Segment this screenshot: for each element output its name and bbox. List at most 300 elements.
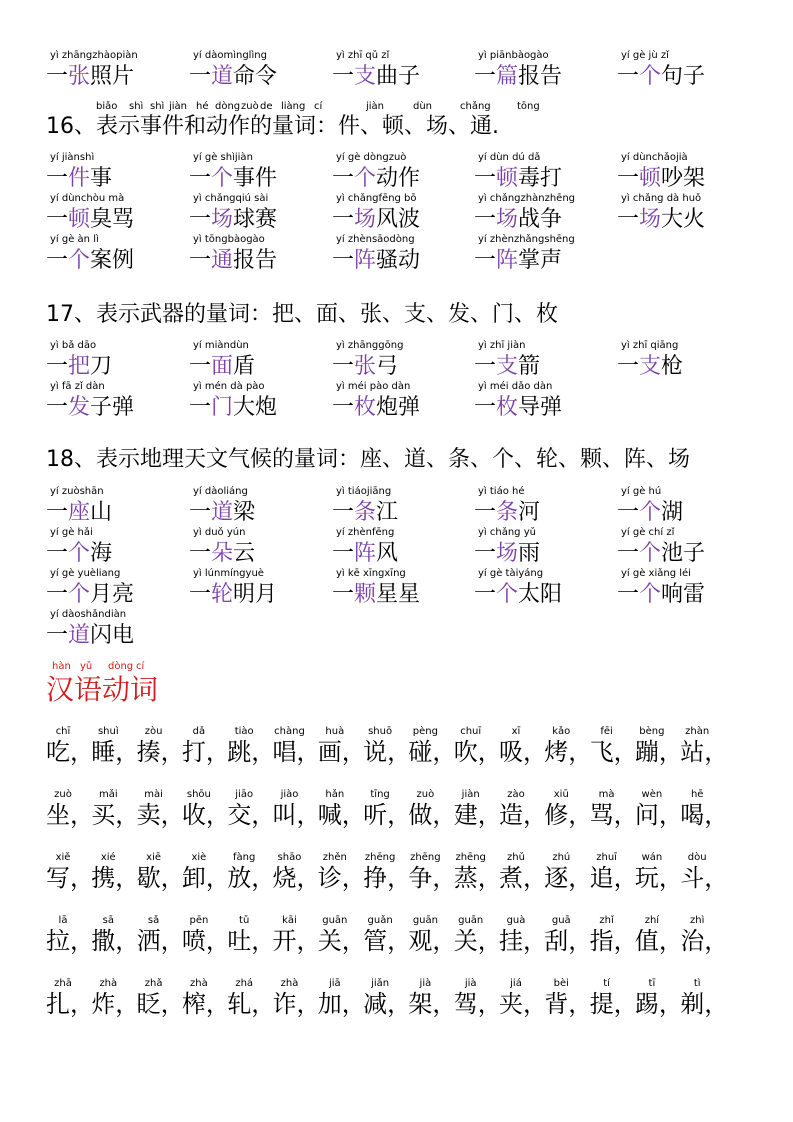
verb-pinyin: tīng: [370, 789, 390, 800]
verb-hanzi: [634, 863, 683, 893]
verb-cell: [453, 852, 502, 902]
noun: 报告: [518, 64, 563, 89]
verb-pinyin: chuī: [460, 726, 482, 737]
noun: 事: [90, 166, 113, 191]
verb-cell: [46, 978, 94, 1028]
phrase-pinyin: yí dùn dú dǎ: [478, 152, 541, 163]
verb-pinyin: bèi: [553, 978, 569, 989]
verb-char: 驾: [453, 990, 478, 1018]
verb-cell: [363, 978, 412, 1028]
verb-char: 骂: [589, 801, 614, 829]
verb-char: 喊: [317, 801, 342, 829]
verb-separator: ，: [115, 927, 140, 955]
verb-cell: [136, 978, 185, 1028]
number-one: 一: [617, 207, 640, 232]
verb-separator: ，: [523, 990, 547, 1018]
verb-cell: [499, 852, 547, 902]
verb-hanzi: [634, 737, 683, 767]
verb-hanzi: [136, 989, 185, 1019]
phrase-pinyin: yì méi dǎo dàn: [478, 381, 553, 392]
verb-char: 诊: [317, 864, 342, 892]
verb-char: 架: [408, 990, 433, 1018]
measure-word: 个: [639, 64, 662, 89]
verb-char: 造: [499, 801, 523, 829]
verb-char: 吐: [227, 927, 252, 955]
verb-cell: [363, 726, 412, 776]
verb-pinyin: jiá: [510, 978, 522, 989]
number-one: 一: [46, 207, 69, 232]
verb-cell: [453, 978, 502, 1028]
verb-char: 玩: [634, 864, 659, 892]
noun: 太阳: [518, 582, 563, 607]
phrase-hanzi: [474, 499, 540, 527]
verb-pinyin: kāi: [282, 915, 297, 926]
verb-hanzi: [181, 737, 230, 767]
verb-hanzi: [589, 800, 638, 830]
measure-word: 顿: [68, 207, 91, 232]
phrase-pinyin: yì tōngbàogào: [193, 234, 265, 245]
verb-hanzi: [317, 800, 366, 830]
number-one: 一: [332, 207, 355, 232]
verb-hanzi: [46, 989, 94, 1019]
verb-separator: ，: [568, 927, 593, 955]
verb-hanzi: [227, 863, 276, 893]
verb-separator: ，: [704, 801, 729, 829]
verb-cell: [272, 852, 321, 902]
phrase-pinyin: yí gè yuèliang: [50, 568, 121, 579]
verb-cell: [408, 726, 457, 776]
verb-separator: ，: [704, 738, 729, 766]
noun: 梁: [233, 500, 256, 525]
number-one: 一: [474, 248, 497, 273]
verb-pinyin: guān: [412, 915, 438, 926]
phrase-hanzi: [332, 206, 420, 234]
verb-char: 指: [589, 927, 614, 955]
verb-char: 提: [589, 990, 614, 1018]
verb-pinyin: zào: [507, 789, 525, 800]
verb-cell: [634, 915, 683, 965]
measure-word: 阵: [496, 248, 519, 273]
verb-cell: [317, 852, 366, 902]
verb-pinyin: zuò: [54, 789, 72, 800]
verb-hanzi: [136, 926, 185, 956]
phrase-hanzi: [189, 247, 277, 275]
verb-hanzi: [680, 926, 729, 956]
verb-hanzi: [499, 926, 547, 956]
measure-word: 枚: [496, 395, 519, 420]
phrase-hanzi: [617, 206, 705, 234]
verb-char: 追: [589, 864, 614, 892]
phrase-pinyin: yí zhènfēng: [336, 527, 395, 538]
phrase-hanzi: [332, 394, 420, 422]
phrase-hanzi: [46, 247, 134, 275]
verb-cell: [317, 726, 366, 776]
verb-separator: ，: [704, 864, 729, 892]
verb-char: 飞: [589, 738, 614, 766]
verb-hanzi: [544, 989, 593, 1019]
phrase-hanzi: [189, 394, 277, 422]
noun: 炮弹: [376, 395, 421, 420]
phrase-hanzi: [46, 206, 134, 234]
verb-hanzi: [544, 926, 593, 956]
noun: 河: [518, 500, 541, 525]
verb-separator: ，: [387, 738, 412, 766]
phrase-pinyin: yí miàndùn: [193, 340, 249, 351]
measure-word: 阵: [354, 541, 377, 566]
verb-cell: [408, 789, 457, 839]
heading-pinyin: tōng: [517, 101, 540, 112]
verb-pinyin: zhà: [280, 978, 299, 989]
number-one: 一: [46, 354, 69, 379]
measure-word: 个: [68, 248, 91, 273]
phrase-pinyin: yí gè jù zǐ: [621, 50, 669, 61]
verb-char: 碰: [408, 738, 433, 766]
verb-separator: ，: [205, 927, 230, 955]
verb-cell: [499, 789, 547, 839]
noun: 曲子: [376, 64, 421, 89]
phrase-hanzi: [332, 165, 420, 193]
number-one: 一: [474, 64, 497, 89]
verb-hanzi: [363, 926, 412, 956]
verb-pinyin: zhēng: [455, 852, 486, 863]
phrase-pinyin: yì tiáojiāng: [336, 486, 392, 497]
verb-separator: ，: [115, 738, 140, 766]
verb-cell: [363, 915, 412, 965]
verb-pinyin: guā: [551, 915, 571, 926]
verb-hanzi: [46, 863, 94, 893]
title-text: 汉语动词: [46, 673, 159, 706]
noun: 导弹: [518, 395, 563, 420]
number-one: 一: [332, 354, 355, 379]
measure-word: 发: [68, 395, 91, 420]
phrase-pinyin: yì zhāngzhàopiàn: [50, 50, 138, 61]
verb-separator: ，: [387, 990, 412, 1018]
verb-pinyin: sā: [102, 915, 114, 926]
verb-cell: [181, 978, 230, 1028]
verb-cell: [136, 789, 185, 839]
number-one: 一: [332, 395, 355, 420]
verb-cell: [46, 852, 94, 902]
verb-char: 喝: [680, 801, 705, 829]
phrase-hanzi: [332, 247, 420, 275]
verb-hanzi: [227, 737, 276, 767]
verb-cell: [408, 852, 457, 902]
verb-char: 眨: [136, 990, 161, 1018]
verb-pinyin: shōu: [186, 789, 211, 800]
measure-word: 通: [211, 248, 234, 273]
noun: 海: [90, 541, 113, 566]
heading-pinyin: liàng: [281, 101, 306, 112]
number-one: 一: [332, 248, 355, 273]
phrase-pinyin: yì piānbàogào: [478, 50, 549, 61]
verb-pinyin: tì: [693, 978, 701, 989]
verb-char: 洒: [136, 927, 161, 955]
verb-hanzi: [680, 800, 729, 830]
number-one: 一: [189, 248, 212, 273]
verb-separator: ，: [296, 927, 321, 955]
verb-separator: ，: [658, 801, 683, 829]
phrase-hanzi: [332, 540, 398, 568]
phrase-hanzi: [617, 63, 705, 91]
noun: 刀: [90, 354, 113, 379]
number-one: 一: [617, 582, 640, 607]
verb-separator: ，: [568, 990, 593, 1018]
phrase-hanzi: [474, 206, 562, 234]
verb-pinyin: xiē: [146, 852, 162, 863]
number-one: 一: [474, 207, 497, 232]
verb-hanzi: [499, 989, 547, 1019]
noun: 湖: [661, 500, 684, 525]
noun: 风波: [376, 207, 421, 232]
verb-cell: [634, 852, 683, 902]
verb-pinyin: tiào: [234, 726, 254, 737]
verb-separator: ，: [387, 927, 412, 955]
verb-pinyin: zhí: [644, 915, 660, 926]
verb-pinyin: tǔ: [239, 915, 250, 926]
verb-cell: [680, 852, 729, 902]
verb-pinyin: tí: [603, 978, 610, 989]
verb-cell: [227, 978, 276, 1028]
verb-separator: ，: [704, 927, 729, 955]
noun: 雨: [518, 541, 541, 566]
verb-hanzi: [544, 863, 593, 893]
verb-cell: [363, 789, 412, 839]
verb-char: 交: [227, 801, 252, 829]
phrase-hanzi: [46, 165, 112, 193]
verb-char: 问: [634, 801, 659, 829]
verb-pinyin: jiā: [328, 978, 341, 989]
verb-hanzi: [91, 989, 140, 1019]
verb-separator: ，: [115, 801, 140, 829]
number-one: 一: [46, 541, 69, 566]
phrase-pinyin: yí zhènzhǎngshēng: [478, 234, 575, 245]
verb-separator: ，: [568, 864, 593, 892]
verb-char: 治: [680, 927, 705, 955]
measure-word: 枚: [354, 395, 377, 420]
verb-hanzi: [453, 926, 502, 956]
verb-row: [46, 915, 766, 965]
verb-separator: ，: [341, 990, 366, 1018]
verb-hanzi: [272, 863, 321, 893]
noun: 江: [376, 500, 399, 525]
measure-word: 个: [211, 166, 234, 191]
verb-pinyin: zhěn: [322, 852, 347, 863]
measure-word: 轮: [211, 582, 234, 607]
verb-pinyin: zhuī: [596, 852, 617, 863]
phrase-pinyin: yí gè dòngzuò: [336, 152, 407, 163]
phrase-hanzi: [474, 581, 562, 609]
noun: 弓: [376, 354, 399, 379]
phrase-hanzi: [474, 540, 540, 568]
noun: 句子: [661, 64, 706, 89]
verb-char: 诈: [272, 990, 297, 1018]
verb-hanzi: [634, 926, 683, 956]
number-one: 一: [189, 582, 212, 607]
measure-word: 个: [639, 582, 662, 607]
verb-pinyin: zòu: [144, 726, 163, 737]
verb-cell: [680, 915, 729, 965]
verb-separator: ，: [341, 801, 366, 829]
verb-cell: [499, 915, 547, 965]
verb-row: [46, 789, 766, 839]
verb-pinyin: kǎo: [552, 726, 571, 737]
title-pinyin: dòng: [108, 661, 134, 672]
measure-word: 场: [496, 541, 519, 566]
verb-separator: ，: [70, 801, 94, 829]
heading-pinyin: jiàn: [169, 101, 188, 112]
verb-hanzi: [363, 863, 412, 893]
phrase-hanzi: [617, 540, 705, 568]
verb-pinyin: lā: [58, 915, 68, 926]
measure-word: 个: [68, 582, 91, 607]
verb-cell: [408, 915, 457, 965]
verb-pinyin: fàng: [233, 852, 256, 863]
verb-pinyin: pèng: [412, 726, 438, 737]
verb-pinyin: jiāo: [235, 789, 254, 800]
verb-char: 卖: [136, 801, 161, 829]
verb-separator: ，: [341, 927, 366, 955]
number-one: 一: [474, 582, 497, 607]
measure-word: 阵: [354, 248, 377, 273]
verb-char: 夹: [499, 990, 523, 1018]
verb-separator: ，: [568, 738, 593, 766]
verb-separator: ，: [613, 990, 638, 1018]
verb-char: 写: [46, 864, 70, 892]
number-one: 一: [474, 166, 497, 191]
verb-separator: ，: [523, 927, 547, 955]
verb-hanzi: [136, 863, 185, 893]
verb-pinyin: zhàn: [685, 726, 710, 737]
verb-char: 说: [363, 738, 388, 766]
verb-hanzi: [136, 800, 185, 830]
phrase-pinyin: yí dàomìnglìng: [193, 50, 267, 61]
phrase-pinyin: yì zhī qǔ zǐ: [336, 50, 390, 61]
verb-char: 关: [317, 927, 342, 955]
verb-char: 收: [181, 801, 206, 829]
phrase-pinyin: yì chǎngfēng bō: [336, 193, 417, 204]
noun: 星星: [376, 582, 421, 607]
verb-cell: [272, 726, 321, 776]
verb-cell: [317, 978, 366, 1028]
phrase-hanzi: [474, 394, 562, 422]
verb-cell: [634, 789, 683, 839]
noun: 动作: [376, 166, 421, 191]
number-one: 一: [332, 166, 355, 191]
verb-cell: [136, 915, 185, 965]
verb-pinyin: huà: [325, 726, 345, 737]
heading-pinyin: jiàn: [366, 101, 385, 112]
noun: 大火: [661, 207, 706, 232]
verb-cell: [91, 978, 140, 1028]
number-one: 一: [617, 500, 640, 525]
verb-char: 剃: [680, 990, 705, 1018]
noun: 吵架: [661, 166, 706, 191]
phrase-hanzi: [332, 63, 420, 91]
verb-char: 唱: [272, 738, 297, 766]
verb-pinyin: mài: [144, 789, 163, 800]
verb-char: 争: [408, 864, 433, 892]
noun: 月亮: [90, 582, 135, 607]
verb-hanzi: [453, 800, 502, 830]
verb-cell: [272, 915, 321, 965]
noun: 球赛: [233, 207, 278, 232]
measure-word: 把: [68, 354, 91, 379]
verb-separator: ，: [296, 801, 321, 829]
verb-separator: ，: [477, 801, 502, 829]
phrase-hanzi: [332, 353, 398, 381]
phrase-hanzi: [189, 499, 255, 527]
verb-char: 管: [363, 927, 388, 955]
verb-cell: [227, 726, 276, 776]
phrase-hanzi: [617, 581, 705, 609]
phrase-hanzi: [46, 353, 112, 381]
verb-hanzi: [499, 737, 547, 767]
verb-separator: ，: [251, 990, 276, 1018]
verb-separator: ，: [477, 864, 502, 892]
verb-pinyin: xiū: [553, 789, 569, 800]
title-pinyin: cí: [136, 661, 145, 672]
heading-pinyin: cí: [314, 101, 323, 112]
verb-cell: [91, 915, 140, 965]
verb-cell: [544, 978, 593, 1028]
noun: 骚动: [376, 248, 421, 273]
verb-cell: [589, 852, 638, 902]
verb-separator: ，: [613, 864, 638, 892]
verb-separator: ，: [613, 801, 638, 829]
verb-hanzi: [46, 800, 94, 830]
verb-cell: [680, 726, 729, 776]
number-one: 一: [474, 395, 497, 420]
measure-word: 场: [496, 207, 519, 232]
verb-char: 值: [634, 927, 659, 955]
number-one: 一: [474, 354, 497, 379]
verb-cell: [46, 915, 94, 965]
number-one: 一: [189, 64, 212, 89]
title-pinyin: hàn: [52, 661, 71, 672]
verb-hanzi: [227, 926, 276, 956]
verb-separator: ，: [115, 990, 140, 1018]
verb-char: 拉: [46, 927, 70, 955]
verb-pinyin: jiàn: [461, 789, 480, 800]
verb-hanzi: [363, 737, 412, 767]
verb-cell: [91, 789, 140, 839]
verb-cell: [317, 915, 366, 965]
verb-cell: [91, 726, 140, 776]
noun: 盾: [233, 354, 256, 379]
measure-word: 篇: [496, 64, 519, 89]
verb-hanzi: [91, 800, 140, 830]
verb-char: 逐: [544, 864, 569, 892]
verb-separator: ，: [387, 864, 412, 892]
verb-char: 画: [317, 738, 342, 766]
verb-pinyin: jià: [464, 978, 477, 989]
verb-hanzi: [181, 800, 230, 830]
title-pinyin: yǔ: [80, 661, 93, 672]
verb-separator: ，: [205, 738, 230, 766]
verb-hanzi: [181, 863, 230, 893]
verb-separator: ，: [70, 990, 94, 1018]
number-one: 一: [189, 500, 212, 525]
verb-pinyin: guān: [322, 915, 348, 926]
verb-pinyin: zhì: [690, 915, 705, 926]
measure-word: 面: [211, 354, 234, 379]
number-one: 一: [189, 166, 212, 191]
verb-cell: [46, 789, 94, 839]
verb-char: 吹: [453, 738, 478, 766]
heading-pinyin: dùn: [413, 101, 433, 112]
noun: 箭: [518, 354, 541, 379]
measure-word: 朵: [211, 541, 234, 566]
